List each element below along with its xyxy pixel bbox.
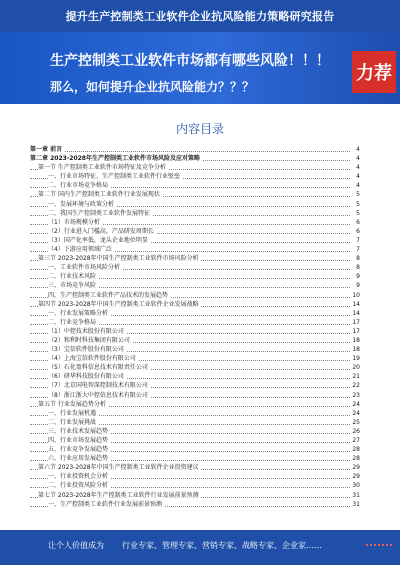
toc-entry-page: 6 <box>356 218 360 226</box>
toc-entry-page: 8 <box>356 255 360 263</box>
toc-entry-text: （7）北京国电智深控制技术有限公司 <box>48 382 148 390</box>
toc-entry[interactable] <box>30 154 360 163</box>
toc-entry[interactable] <box>30 218 360 227</box>
toc-entry-text: 四、行业市场发展趋势 <box>48 437 109 444</box>
toc-entry[interactable] <box>30 491 360 500</box>
toc-entry[interactable] <box>30 190 360 199</box>
toc-entry-text: 二、行业技术风险 <box>48 273 97 281</box>
toc-entry-text: （8）浙江浙大中控信息技术有限公司 <box>48 391 148 399</box>
toc-entry-page: 25 <box>352 418 360 426</box>
toc-entry-text: 一、行业投资机会分析 <box>48 473 109 481</box>
toc-entry-page: 24 <box>352 400 360 408</box>
toc-entry-page: 10 <box>352 291 360 299</box>
toc-entry-text: 六、行业应用发展趋势 <box>48 455 109 463</box>
toc-entry[interactable] <box>30 209 360 218</box>
toc-entry-page: 4 <box>356 182 360 190</box>
toc-entry-text: （4）上海宝信软件股份有限公司 <box>48 355 136 363</box>
recommend-badge: 力荐 <box>352 51 396 93</box>
toc-entry[interactable] <box>30 454 360 463</box>
toc-entry[interactable] <box>30 427 360 436</box>
toc-entry-page: 31 <box>352 491 360 499</box>
toc-entry-page: 20 <box>352 364 360 372</box>
toc-entry-page: 21 <box>352 373 360 381</box>
report-title: 提升生产控制类工业软件企业抗风险能力策略研究报告 <box>65 10 335 23</box>
toc-entry-page: 17 <box>352 327 360 335</box>
toc-entry[interactable] <box>30 436 360 445</box>
toc-entry[interactable] <box>30 254 360 263</box>
toc-entry[interactable] <box>30 463 360 472</box>
toc-entry[interactable] <box>30 372 360 381</box>
toc-entry-page: 19 <box>352 355 360 363</box>
toc-entry-text: 二、行业发展挑战 <box>48 418 97 426</box>
toc-entry-text: （2）行业进入门槛高，产品研发周期长 <box>48 227 154 235</box>
toc-entry-text: （1）市场规模分析 <box>48 218 100 226</box>
toc-entry[interactable] <box>30 145 360 154</box>
toc-entry-text: 五、行业竞争发展趋势 <box>48 446 109 454</box>
toc-entry-page: 26 <box>352 427 360 435</box>
toc-leader-dots <box>30 151 350 152</box>
toc-entry-page: 7 <box>356 236 360 244</box>
toc-entry-text: （3）宝信软件股份有限公司 <box>48 346 124 354</box>
footer-slogan: 让个人价值成为 <box>48 541 104 550</box>
toc-entry[interactable] <box>30 318 360 327</box>
toc-entry[interactable] <box>30 300 360 309</box>
toc-entry-text: （4）下游应用领域广泛 <box>48 246 112 254</box>
toc-entry-page: 28 <box>352 455 360 463</box>
toc-entry-page: 29 <box>352 473 360 481</box>
toc-entry-page: 22 <box>352 382 360 390</box>
toc-entry-text: （5）石化盈科信息技术有限责任公司 <box>48 364 148 372</box>
top-title-bar <box>0 0 400 32</box>
toc-entry-text: （6）研华科技股份有限公司 <box>48 373 124 381</box>
toc-entry-page: 31 <box>352 500 360 508</box>
toc-entry[interactable] <box>30 245 360 254</box>
toc-entry-text: 二、行业竞争格局 <box>48 318 97 326</box>
toc-entry-page: 5 <box>356 209 360 217</box>
toc-entry-text: 一、发展环境与政策分析 <box>48 200 115 208</box>
toc-entry-page: 4 <box>356 173 360 181</box>
toc-entry[interactable] <box>30 363 360 372</box>
toc-entry[interactable] <box>30 327 360 336</box>
toc-entry-page: 9 <box>356 282 360 290</box>
toc-entry-text: 第一节 生产控制类工业软件市场特征及竞争分析 <box>38 164 166 172</box>
banner-subheadline: 那么，如何提升企业抗风险能力？？？ <box>50 80 255 94</box>
toc-entry-page: 8 <box>356 264 360 272</box>
promo-banner <box>0 32 400 104</box>
toc-entry-page: 5 <box>356 191 360 199</box>
toc-entry-text: 三、行业技术发展趋势 <box>48 427 109 435</box>
toc-entry[interactable] <box>30 472 360 481</box>
toc-entry-text: 第五节 行业发展趋势分析 <box>38 400 106 408</box>
toc-entry-text: 一、行业市场特征、生产控制类工业软件行业壁垒 <box>48 173 181 181</box>
toc-entry[interactable] <box>30 391 360 400</box>
toc-entry-text: 一、行业发展机遇 <box>48 409 97 417</box>
toc-entry[interactable] <box>30 263 360 272</box>
toc-entry-page: 4 <box>356 146 360 153</box>
toc-entry-text: 第三节 2023-2028年中国生产控制类工业软件市场风险分析 <box>38 255 199 263</box>
toc-entry-text: （2）和利时科技集团有限公司 <box>48 336 130 344</box>
toc-entry-page: 9 <box>356 273 360 281</box>
toc-entry[interactable] <box>30 281 360 290</box>
toc-entry-page: 24 <box>352 409 360 417</box>
toc-entry[interactable] <box>30 418 360 427</box>
toc-entry-page: 28 <box>352 446 360 454</box>
toc-entry-text: 第四节 2023-2028年中国生产控制类工业软件企业发展战略 <box>38 300 199 308</box>
toc-entry[interactable] <box>30 345 360 354</box>
toc-entry[interactable] <box>30 181 360 190</box>
toc-entry-page: 4 <box>356 155 360 163</box>
toc-entry[interactable] <box>30 200 360 209</box>
toc-entry-page: 17 <box>352 318 360 326</box>
footer-roles: 行业专家、管理专家、营销专家、战略专家、企业家…… <box>122 541 322 550</box>
toc-entry[interactable] <box>30 172 360 181</box>
toc-entry-text: 一、生产控制类工业软件行业发展前景预测 <box>48 500 163 508</box>
toc-entry[interactable] <box>30 291 360 300</box>
toc-entry[interactable] <box>30 236 360 245</box>
toc-entry-page: 18 <box>352 336 360 344</box>
toc-entry-page: 5 <box>356 200 360 208</box>
toc-entry[interactable] <box>30 336 360 345</box>
toc-entry-text: （3）国产化率低，龙头企业地位明显 <box>48 236 148 244</box>
toc-entry-page: 14 <box>352 300 360 308</box>
document-page <box>18 104 382 530</box>
toc-entry[interactable] <box>30 227 360 236</box>
toc-title: 内容目录 <box>175 122 224 136</box>
toc-entry-page: 30 <box>352 482 360 490</box>
toc-entry[interactable] <box>30 272 360 281</box>
toc-entry-page: 4 <box>356 164 360 172</box>
toc-entry-text: 第一章 前言 <box>30 146 63 153</box>
toc-entry[interactable] <box>30 500 360 509</box>
toc-entry-page: 18 <box>352 346 360 354</box>
toc-entry[interactable] <box>30 163 360 172</box>
footer-dots-decoration <box>366 544 392 550</box>
toc-entry-text: 二、行业投资风险分析 <box>48 482 109 490</box>
toc-entry-text: 二、行业市场竞争格局 <box>48 182 109 190</box>
toc-entry-text: 一、行业发展策略分析 <box>48 309 109 317</box>
toc-entry[interactable] <box>30 445 360 454</box>
toc-entry-text: 第二章 2023-2028年生产控制类工业软件市场风险及应对策略 <box>30 155 200 163</box>
toc-entry[interactable] <box>30 381 360 390</box>
toc-entry-page: 14 <box>352 309 360 317</box>
toc-entry[interactable] <box>30 400 360 409</box>
toc-entry-page: 6 <box>356 227 360 235</box>
toc-entry[interactable] <box>30 354 360 363</box>
toc-list <box>30 145 360 509</box>
toc-entry[interactable] <box>30 409 360 418</box>
toc-entry-page: 7 <box>356 246 360 254</box>
toc-entry-page: 27 <box>352 437 360 444</box>
toc-entry-text: 第七节 2023-2028年生产控制类工业软件行业发展前景预测 <box>38 491 199 499</box>
toc-entry-text: 第六节 2023-2028年中国生产控制类工业软件企业投资建议 <box>38 464 199 472</box>
toc-entry-page: 23 <box>352 391 360 399</box>
toc-entry[interactable] <box>30 309 360 318</box>
toc-entry-text: （1）中控技术股份有限公司 <box>48 327 124 335</box>
toc-entry-text: 第二节 国内生产控制类工业软件行业发展现状 <box>38 191 160 199</box>
toc-entry-text: 一、工业软件市场风险分析 <box>48 264 121 272</box>
banner-headline: 生产控制类工业软件市场都有哪些风险！！！ <box>50 53 330 69</box>
toc-entry[interactable] <box>30 481 360 490</box>
toc-entry-page: 29 <box>352 464 360 472</box>
toc-entry-text: 三、市场竞争风险 <box>48 282 97 290</box>
toc-entry-text: 四、生产控制类工业软件产品技术的发展趋势 <box>48 291 169 299</box>
toc-entry-text: 二、我国生产控制类工业软件发展特征 <box>48 209 151 217</box>
footer-bar <box>0 530 400 565</box>
